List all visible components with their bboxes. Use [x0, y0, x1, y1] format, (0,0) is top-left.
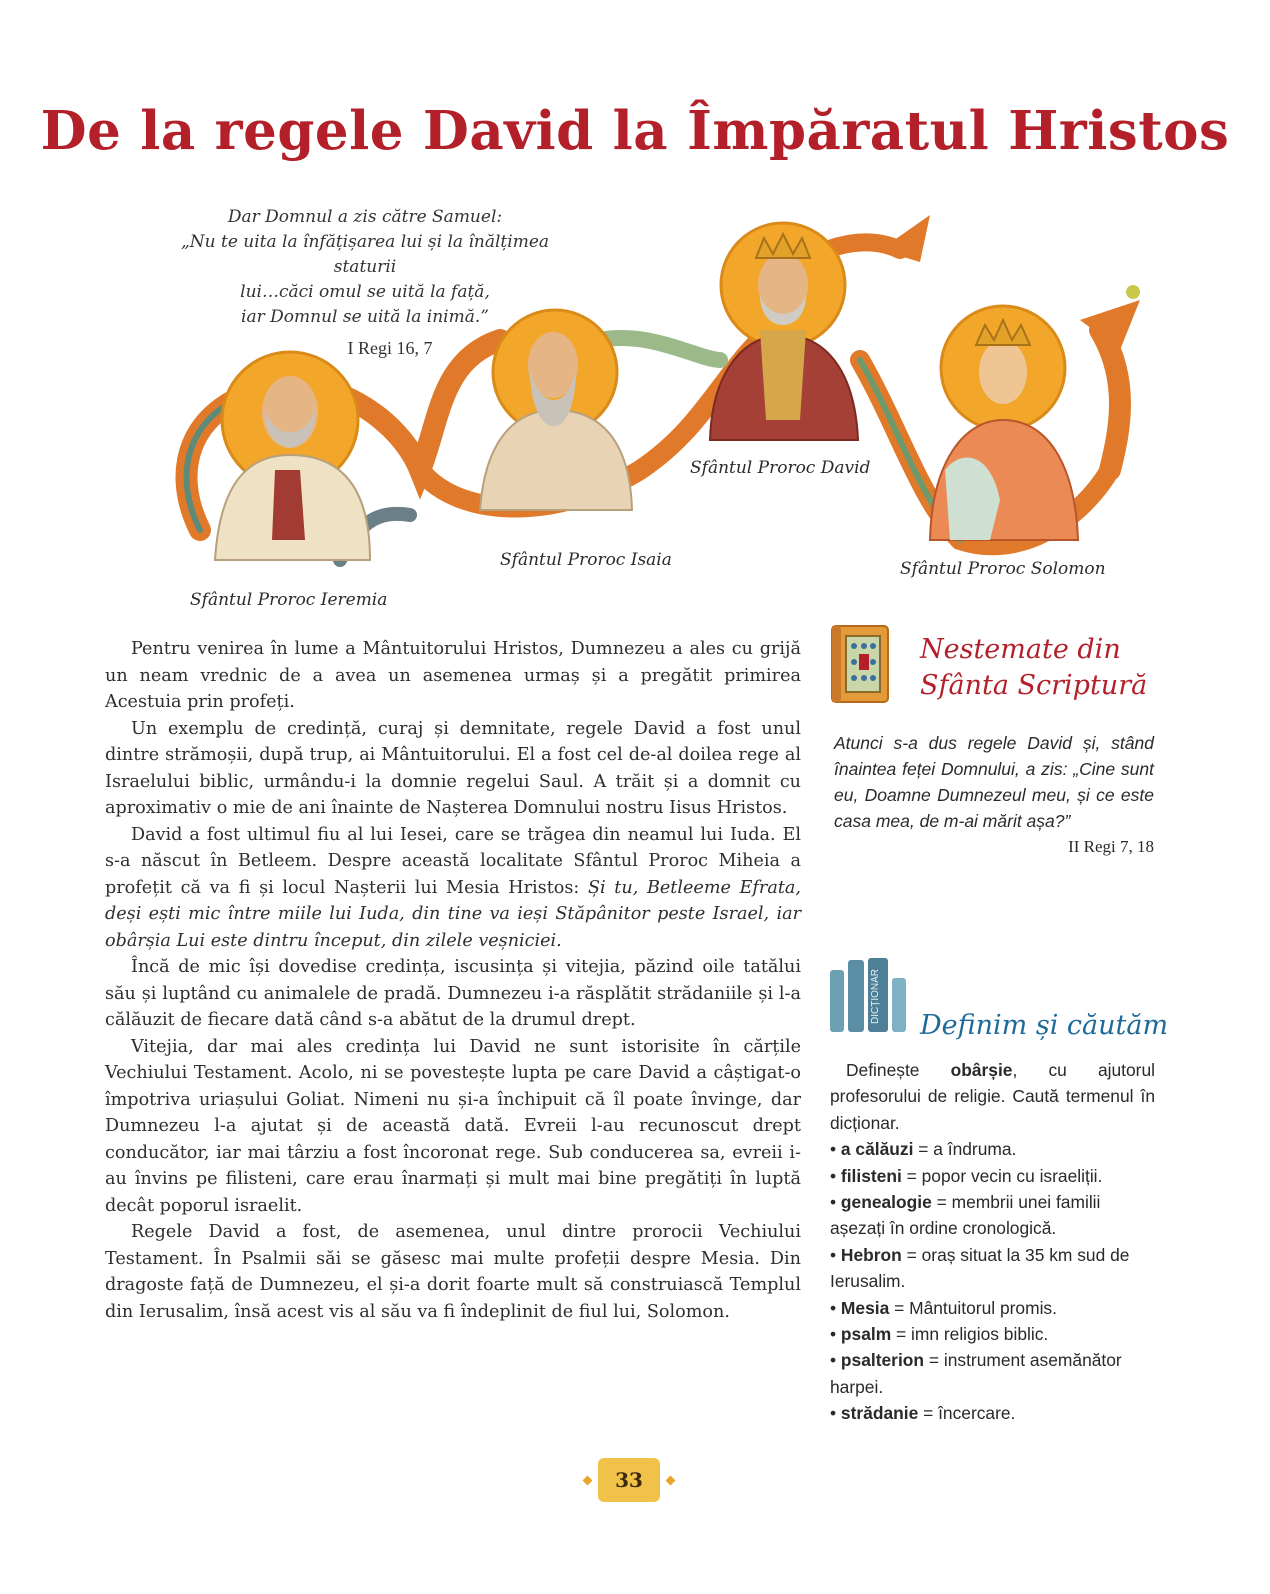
main-text	[105, 636, 801, 1325]
gems-reference: II Regi 7, 18	[1068, 837, 1154, 856]
define-instruction-pre: Definește	[846, 1060, 951, 1080]
quote-line: lui…căci omul se uită la față,	[240, 282, 490, 302]
bible-book-icon	[828, 620, 894, 706]
dictionary-label: DICȚIONAR	[870, 969, 881, 1024]
gems-quote-text: Atunci s-a dus regele David și, stând înaintea feței Domnului, a zis: „Cine sunt eu, Doamne Dumnezeul meu, și ce este casa mea, de m-ai mărit așa?”	[834, 733, 1154, 831]
glossary-item: • Hebron = oraș situat la 35 km sud de Ierusalim.	[830, 1244, 1130, 1292]
caption-isaia: Sfântul Proroc Isaia	[500, 550, 672, 570]
dictionary-books-icon	[826, 956, 912, 1036]
glossary-definition: = membrii unei familii așezați în ordine cronologică.	[830, 1192, 1101, 1239]
glossary-definition: = popor vecin cu israeliții.	[901, 1165, 1103, 1186]
glossary-term: filisteni	[840, 1165, 902, 1186]
define-instruction	[830, 1057, 1155, 1136]
quote-line: iar Domnul se uită la inimă.”	[241, 307, 489, 327]
glossary-term: Hebron	[840, 1244, 902, 1265]
page-ornament-left	[583, 1476, 593, 1486]
figure-ieremia	[215, 352, 370, 560]
gems-title-line: Sfânta Scriptură	[920, 670, 1148, 701]
glossary-definition: = încercare.	[918, 1403, 1016, 1424]
crown-icon	[756, 234, 810, 258]
leaf-icon	[1080, 300, 1140, 350]
quote-line: Dar Domnul a zis către Samuel:	[227, 207, 503, 227]
glossary-definition: = imn religios biblic.	[891, 1324, 1049, 1345]
gems-title	[920, 632, 1147, 704]
define-instruction-post: , cu ajutorul profesorului de religie. Caută termenul în dicționar.	[830, 1060, 1155, 1133]
glossary-item: • genealogie = membrii unei familii așezați în ordine cronologică.	[830, 1192, 1101, 1239]
glossary-item: • Mesia = Mântuitorul promis.	[830, 1297, 1057, 1318]
glossary-definition: = a îndruma.	[913, 1139, 1017, 1160]
glossary-item: • psalterion = instrument asemănător harpei.	[830, 1350, 1122, 1397]
glossary-term: psalterion	[840, 1350, 925, 1371]
figure-solomon	[930, 306, 1078, 540]
quote-line: „Nu te uita la înfățișarea lui și la înălțimea staturii	[180, 232, 550, 277]
define-section	[830, 1057, 1155, 1427]
glossary-item: • psalm = imn religios biblic.	[830, 1324, 1049, 1345]
page-ornament-right	[666, 1476, 676, 1486]
paragraph-text: David a fost ultimul fiu al lui Iesei, care se trăgea din neamul lui Iuda. El s-a născut în Betleem. Despre această localitate Sfântul Proroc Miheia a profețit că va fi și locul Nașterii lui Mesia Hristos:	[105, 824, 801, 898]
flower-bud-icon	[1126, 285, 1140, 299]
quote-reference: I Regi 16, 7	[347, 338, 433, 358]
caption-david: Sfântul Proroc David	[690, 458, 871, 478]
glossary-term: psalm	[840, 1324, 892, 1345]
glossary-term: strădanie	[840, 1403, 919, 1424]
glossary-term: a călăuzi	[840, 1139, 914, 1160]
glossary-item: • strădanie = încercare.	[830, 1403, 1016, 1424]
gems-quote	[834, 730, 1154, 860]
figure-david	[710, 223, 858, 440]
define-word: obârșie	[950, 1060, 1013, 1080]
glossary-item: • a călăuzi = a îndruma.	[830, 1139, 1017, 1160]
glossary-item: • filisteni = popor vecin cu israeliții.	[830, 1165, 1103, 1186]
caption-solomon: Sfântul Proroc Solomon	[900, 559, 1106, 579]
paragraph: Regele David a fost, de asemenea, unul dintre prorocii Vechiului Testament. În Psalmii săi se găsesc mai multe profeții despre Mesia. Din dragoste față de Dumnezeu, el și-a dorit foarte mult să construiască Templul din Ierusalim, însă acest vis al său va fi îndeplinit de fiul lui, Solomon.	[105, 1222, 801, 1322]
paragraph: Pentru venirea în lume a Mântuitorului Hristos, Dumnezeu a ales cu grijă un neam vrednic de a avea un asemenea urmaș și a pregătit primirea Acestuia prin profeți.	[105, 639, 801, 712]
glossary-term: genealogie	[840, 1192, 932, 1213]
paragraph: Vitejia, dar mai ales credința lui David ne sunt istorisite în cărțile Vechiului Testament. Acolo, ni se povestește lupta pe care David a câștigat-o împotriva uriașului Goliat. Nimeni nu și-a închipuit că îl poate învinge, dar Dumnezeu l-a ajutat și de această dată. Evreii l-au recunoscut drept conducător, iar mai târziu a fost încoronat rege. Sub conducerea sa, evreii i-au învins pe filisteni, care erau înarmați și mult mai bine pregătiți în luptă decât poporul israelit.	[105, 1036, 801, 1216]
paragraph: Încă de mic își dovedise credința, iscusința și vitejia, păzind oile tatălui său și luptând cu animalele de pradă. Dumnezeu i-a răsplătit strădaniile și l-a călăuzit de fiecare dată când s-a abătut de la drumul drept.	[105, 957, 801, 1030]
define-title: Definim și căutăm	[920, 1010, 1169, 1041]
gems-title-line: Nestemate din	[920, 634, 1121, 665]
paragraph	[105, 822, 801, 955]
glossary-definition: = Mântuitorul promis.	[889, 1297, 1057, 1318]
prophecy-quote: Și tu, Betleeme Efrata, deși ești mic între miile lui Iuda, din tine va ieși Stăpânitor peste Israel, iar obârșia Lui este dintru început, din zilele veșniciei.	[105, 877, 801, 951]
page-number: 33	[598, 1458, 660, 1502]
paragraph: Un exemplu de credință, curaj și demnitate, regele David a fost unul dintre strămoșii, după trup, ai Mântuitorului. El a fost cel de-al doilea rege al Israelului biblic, urmându-i la domnie regelui Saul. A trăit și a domnit cu aproximativ o mie de ani înainte de Nașterea Domnului nostru Iisus Hristos.	[105, 718, 801, 818]
glossary-definition: = instrument asemănător harpei.	[830, 1350, 1122, 1397]
prophets-illustration	[0, 0, 1270, 620]
glossary-term: Mesia	[840, 1297, 890, 1318]
caption-ieremia: Sfântul Proroc Ieremia	[190, 590, 388, 610]
page-title: De la regele David la Împăratul Hristos	[40, 100, 1230, 162]
glossary-definition: = oraș situat la 35 km sud de Ierusalim.	[830, 1244, 1130, 1292]
figure-isaia	[480, 310, 632, 510]
